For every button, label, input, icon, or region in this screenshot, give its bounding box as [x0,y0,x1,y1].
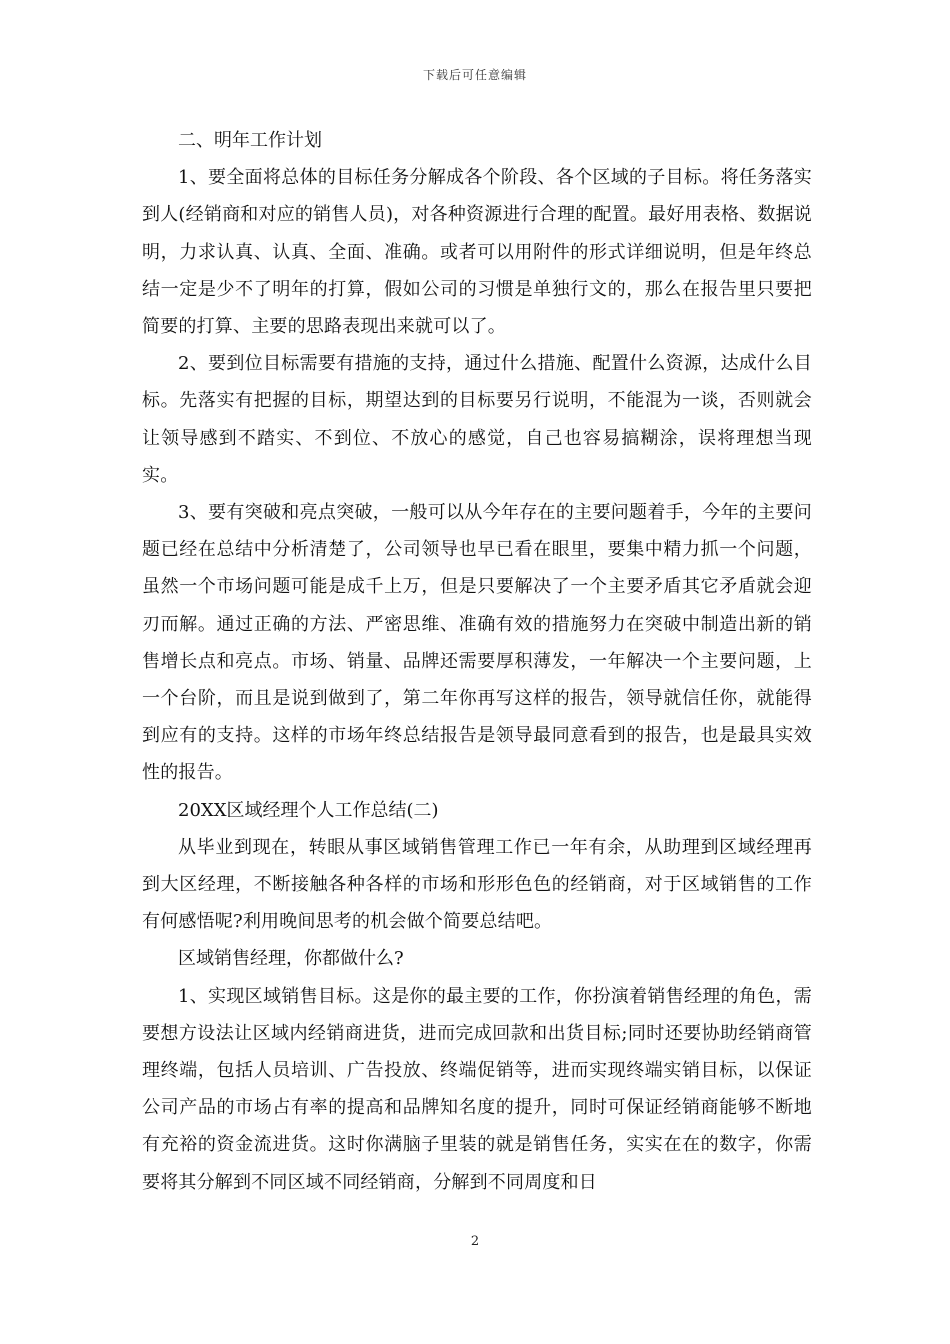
section-title: 二、明年工作计划 [178,130,322,151]
article-title: 20XX区域经理个人工作总结(二) [178,799,439,821]
page-number: 2 [470,1234,480,1249]
document-body [142,122,812,1201]
plan-item-3: 3、要有突破和亮点突破，一般可以从今年存在的主要问题着手，今年的主要问题已经在总结中分析清楚了，公司领导也早已看在眼里，要集中精力抓一个问题，虽然一个市场问题可能是成千上万，但是只要解决了一个主要矛盾其它矛盾就会迎刃而解。通过正确的方法、严密思维、准确有效的措施努力在突破中制造出新的销售增长点和亮点。市场、销量、品牌还需要厚积薄发，一年解决一个主要问题，上一个台阶，而且是说到做到了，第二年你再写这样的报告，领导就信任你，就能得到应有的支持。这样的市场年终总结报告是领导最同意看到的报告，也是最具实效性的报告。 [142,502,812,784]
plan-item-1: 1、要全面将总体的目标任务分解成各个阶段、各个区域的子目标。将任务落实到人(经销商和对应的销售人员)，对各种资源进行合理的配置。最好用表格、数据说明，力求认真、认真、全面、准确。或者可以用附件的形式详细说明，但是年终总结一定是少不了明年的打算，假如公司的习惯是单独行文的，那么在报告里只要把简要的打算、主要的思路表现出来就可以了。 [142,167,812,338]
plan-item-2: 2、要到位目标需要有措施的支持，通过什么措施、配置什么资源，达成什么目标。先落实有把握的目标，期望达到的目标要另行说明，不能混为一谈，否则就会让领导感到不踏实、不到位、不放心的感觉，自己也容易搞糊涂，误将理想当现实。 [142,353,812,486]
intro-paragraph: 从毕业到现在，转眼从事区域销售管理工作已一年有余，从助理到区域经理再到大区经理，不断接触各种各样的市场和形形色色的经销商，对于区域销售的工作有何感悟呢?利用晚间思考的机会做个简要总结吧。 [142,836,812,933]
question-heading: 区域销售经理，你都做什么? [178,948,404,970]
duty-paragraph-1: 1、实现区域销售目标。这是你的最主要的工作，你扮演着销售经理的角色，需要想方设法让区域内经销商进货，进而完成回款和出货目标;同时还要协助经销商管理终端，包括人员培训、广告投放、终端促销等，进而实现终端实销目标，以保证公司产品的市场占有率的提高和品牌知名度的提升，同时可保证经销商能够不断地有充裕的资金流进货。这时你满脑子里装的就是销售任务，实实在在的数字，你需要将其分解到不同区域不同经销商，分解到不同周度和日 [142,985,812,1193]
page-header: 下载后可任意编辑 [422,68,527,82]
